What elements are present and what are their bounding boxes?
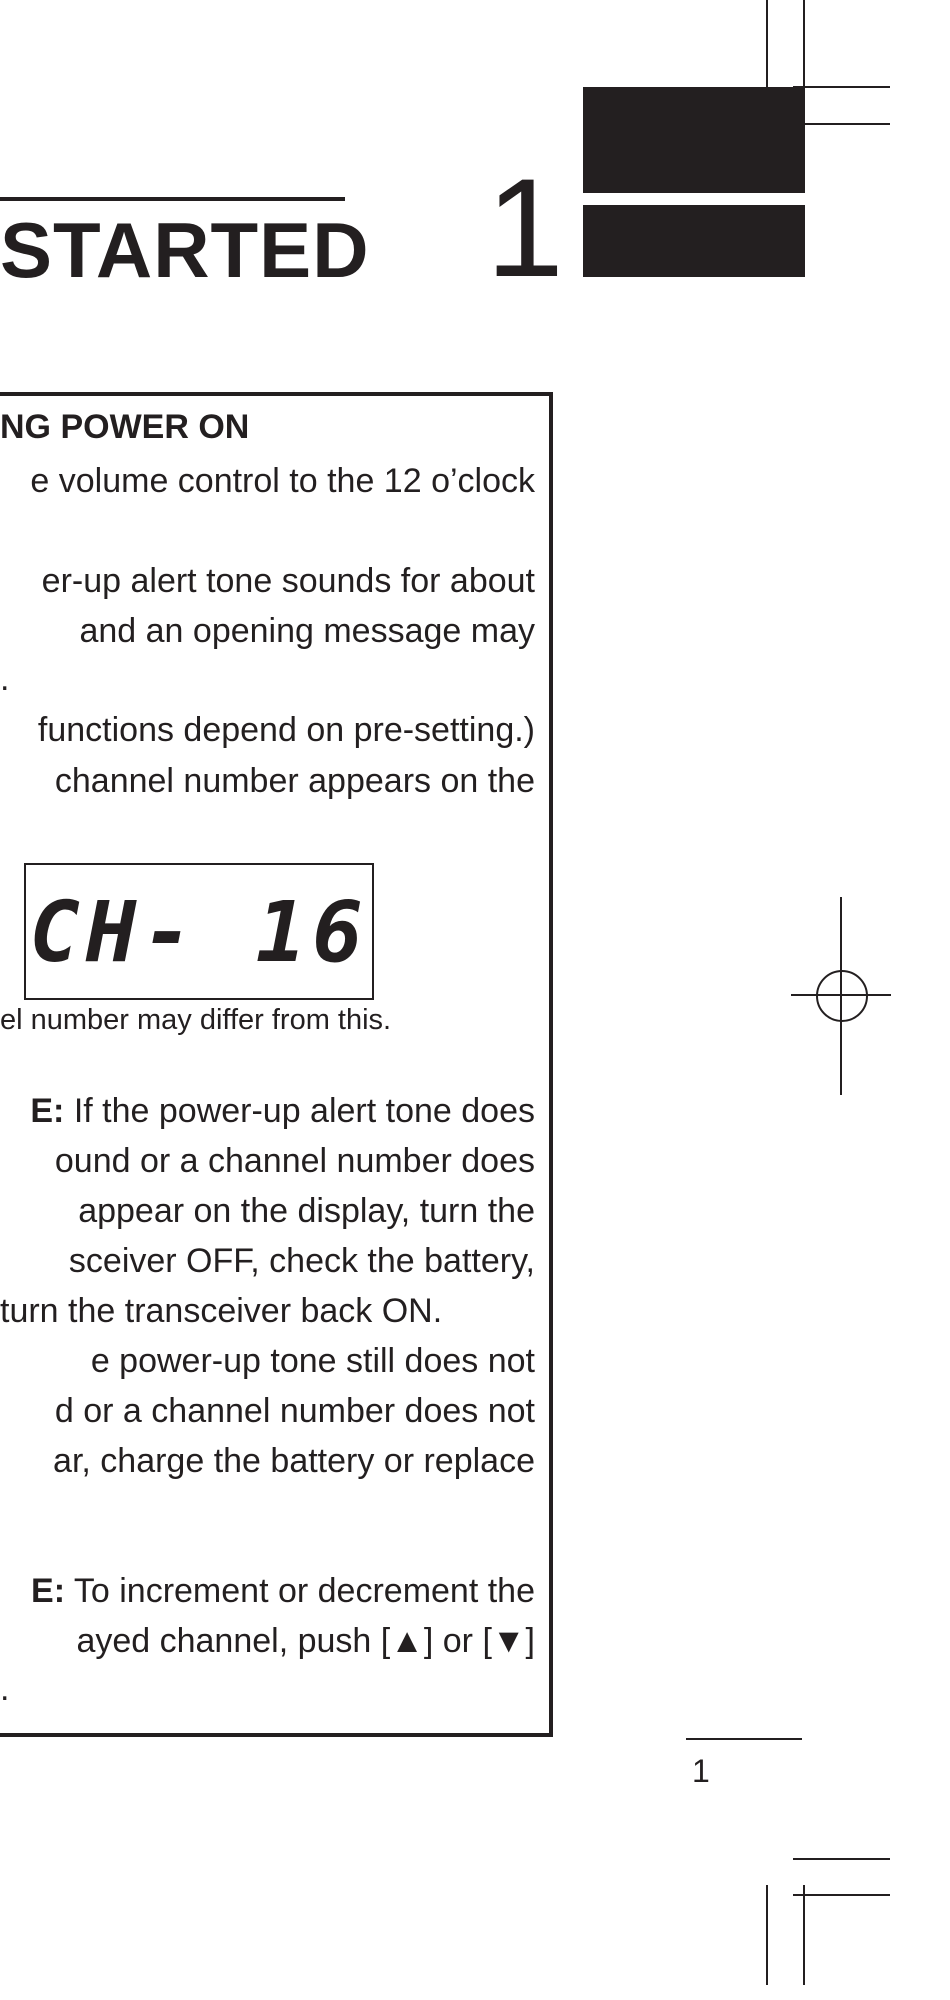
chapter-title: STARTED xyxy=(0,206,370,294)
note1-label: E: xyxy=(30,1092,65,1130)
note2-label: E: xyxy=(31,1572,66,1610)
note2-text: To increment or decrement the xyxy=(65,1572,535,1610)
note1-line xyxy=(30,1087,535,1135)
note1-line: appear on the display, turn the xyxy=(78,1192,535,1230)
registration-mark-circle xyxy=(816,970,868,1022)
crop-mark xyxy=(793,123,890,125)
crop-mark xyxy=(803,1885,805,1985)
body-line: channel number appears on the xyxy=(54,762,535,800)
page-number: 1 xyxy=(692,1753,710,1789)
body-line: and an opening message may xyxy=(79,612,535,650)
note2-line xyxy=(31,1567,535,1615)
page-number-rule xyxy=(686,1738,802,1740)
note1-line: sceiver OFF, check the battery, xyxy=(68,1242,535,1280)
display-caption: el number may differ from this. xyxy=(0,1004,392,1036)
note1-text: If the power-up alert tone does xyxy=(64,1092,535,1130)
body-line: functions depend on pre-setting.) xyxy=(37,711,535,749)
crop-mark xyxy=(803,0,805,97)
crop-mark xyxy=(793,1894,890,1896)
body-line: . xyxy=(0,660,10,698)
lcd-display xyxy=(24,863,374,1000)
title-rule xyxy=(0,197,345,201)
note1-line: ar, charge the battery or replace xyxy=(53,1442,535,1480)
crop-mark xyxy=(766,1885,768,1985)
crop-mark xyxy=(793,1858,890,1860)
chapter-tab-lower xyxy=(583,205,805,277)
note2-line: . xyxy=(0,1670,10,1708)
crop-mark xyxy=(793,86,890,88)
note1-line: d or a channel number does not xyxy=(54,1392,535,1430)
chapter-number: 1 xyxy=(486,149,564,306)
body-line: e volume control to the 12 o’clock xyxy=(30,462,535,500)
section-heading: NG POWER ON xyxy=(0,408,250,446)
note1-line: e power-up tone still does not xyxy=(90,1342,535,1380)
chapter-tab-upper xyxy=(583,87,805,193)
channel-readout: CH- 16 xyxy=(29,883,369,981)
body-line: er-up alert tone sounds for about xyxy=(41,562,535,600)
crop-mark xyxy=(766,0,768,97)
note1-line: ound or a channel number does xyxy=(54,1142,535,1180)
note1-line: turn the transceiver back ON. xyxy=(0,1292,443,1330)
note2-line: ayed channel, push [▲] or [▼] xyxy=(76,1622,535,1660)
